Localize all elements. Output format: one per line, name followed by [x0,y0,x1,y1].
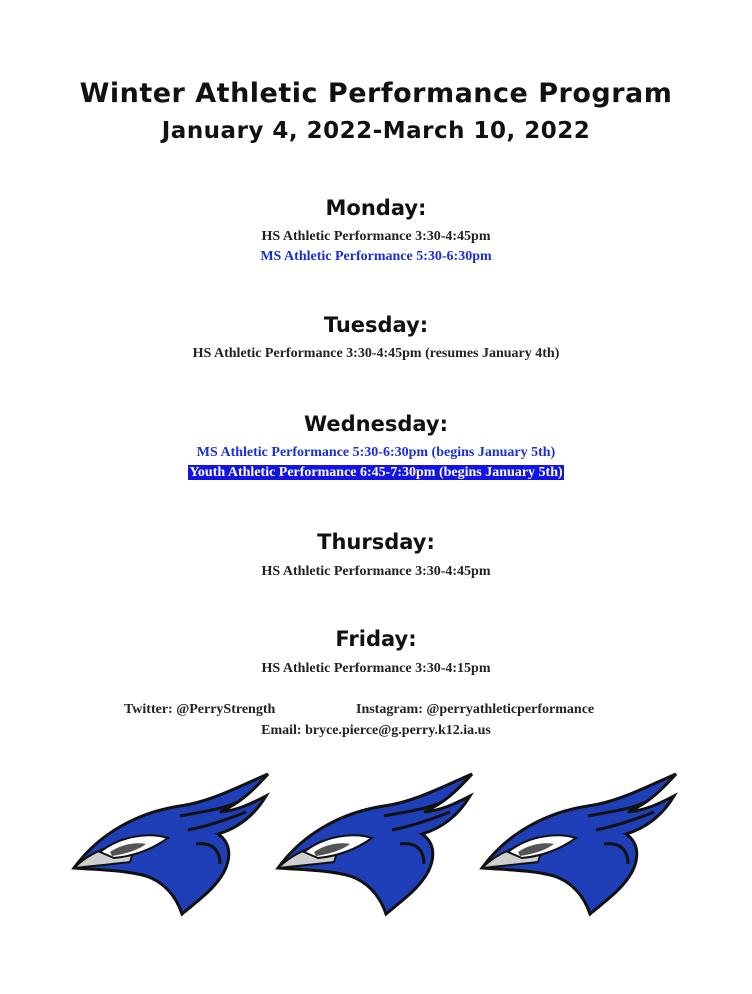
bluejay-mascot-logo [274,772,474,917]
day-heading-thursday: Thursday: [317,530,435,554]
session-wednesday-youth: Youth Athletic Performance 6:45-7:30pm (begins January 5th) [189,465,563,480]
session-wednesday-youth-row [0,463,752,483]
twitter-handle: Twitter: @PerryStrength [124,702,276,717]
session-monday-ms: MS Athletic Performance 5:30-6:30pm [260,249,492,264]
session-wednesday-ms: MS Athletic Performance 5:30-6:30pm (begins January 5th) [196,445,556,460]
day-heading-friday: Friday: [335,627,417,651]
day-heading-wednesday: Wednesday: [303,412,449,436]
instagram-handle: Instagram: @perryathleticperformance [356,702,595,717]
session-tuesday-hs: HS Athletic Performance 3:30-4:45pm (resumes January 4th) [192,346,560,361]
program-title: Winter Athletic Performance Program [79,78,673,109]
bluejay-mascot-logo [478,772,678,917]
day-heading-tuesday: Tuesday: [323,313,429,337]
program-dates: January 4, 2022-March 10, 2022 [161,118,591,144]
session-friday-hs: HS Athletic Performance 3:30-4:15pm [261,661,491,676]
bluejay-mascot-logo [70,772,270,917]
day-heading-monday: Monday: [325,196,427,220]
session-thursday-hs: HS Athletic Performance 3:30-4:45pm [261,564,491,579]
contact-email: Email: bryce.pierce@g.perry.k12.ia.us [261,723,491,738]
session-monday-hs: HS Athletic Performance 3:30-4:45pm [261,229,491,244]
